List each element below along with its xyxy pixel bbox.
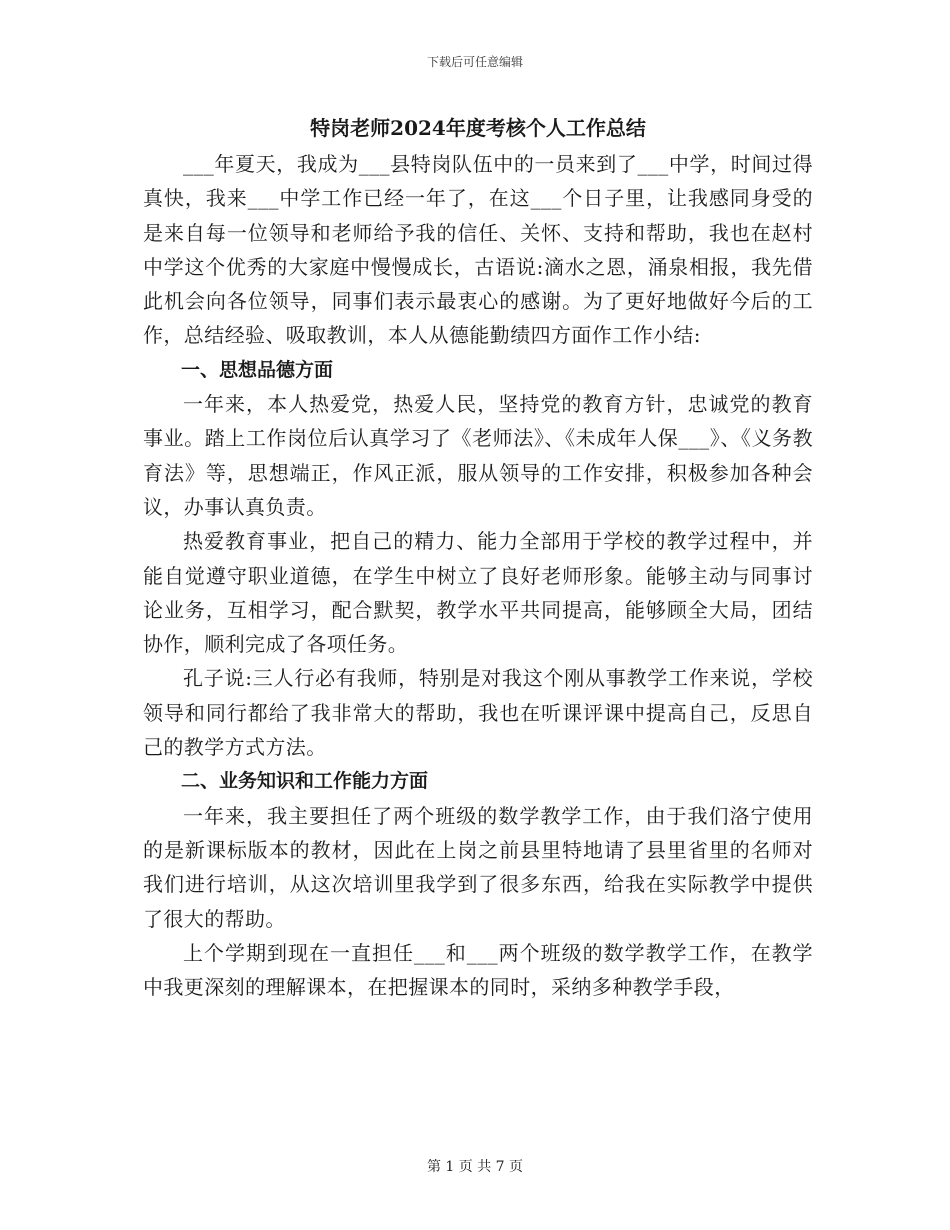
paragraph: 孔子说:三人行必有我师，特别是对我这个刚从事教学工作来说，学校领导和同行都给了我非常大的帮助，我也在听课评课中提高自己，反思自己的教学方式方法。 <box>143 666 813 760</box>
page-header: 下载后可任意编辑 <box>426 55 523 69</box>
document-body <box>143 113 813 1004</box>
page-footer: 第 1 页 共 7 页 <box>426 1159 524 1175</box>
section-heading-ideology: 一、思想品德方面 <box>181 358 334 381</box>
document-title: 特岗老师2024年度考核个人工作总结 <box>310 116 646 140</box>
paragraph: 一年来，我主要担任了两个班级的数学教学工作，由于我们洛宁使用的是新课标版本的教材，因此在上岗之前县里特地请了县里省里的名师对我们进行培训，从这次培训里我学到了很多东西，给我在实际教学中提供了很大的帮助。 <box>143 803 813 931</box>
section-heading-work-ability: 二、业务知识和工作能力方面 <box>181 770 429 793</box>
paragraph: 一年来，本人热爱党，热爱人民，坚持党的教育方针，忠诚党的教育事业。踏上工作岗位后认真学习了《老师法》、《未成年人保___》、《义务教育法》等，思想端正，作风正派，服从领导的工作安排，积极参加各种会议，办事认真负责。 <box>143 392 813 519</box>
paragraph-intro: ___年夏天，我成为___县特岗队伍中的一员来到了___中学，时间过得真快，我来___中学工作已经一年了，在这___个日子里，让我感同身受的是来自每一位领导和老师给予我的信任、关怀、支持和帮助，我也在赵村中学这个优秀的大家庭中慢慢成长，古语说:滴水之恩，涌泉相报，我先借此机会向各位领导，同事们表示最衷心的感谢。为了更好地做好今后的工作，总结经验、吸取教训，本人从德能勤绩四方面作工作小结: <box>143 152 813 348</box>
paragraph: 上个学期到现在一直担任___和___两个班级的数学教学工作，在教学中我更深刻的理解课本，在把握课本的同时，采纳多种教学手段， <box>143 940 813 1000</box>
paragraph: 热爱教育事业，把自己的精力、能力全部用于学校的教学过程中，并能自觉遵守职业道德，在学生中树立了良好老师形象。能够主动与同事讨论业务，互相学习，配合默契，教学水平共同提高，能够顾全大局，团结协作，顺利完成了各项任务。 <box>143 529 813 657</box>
